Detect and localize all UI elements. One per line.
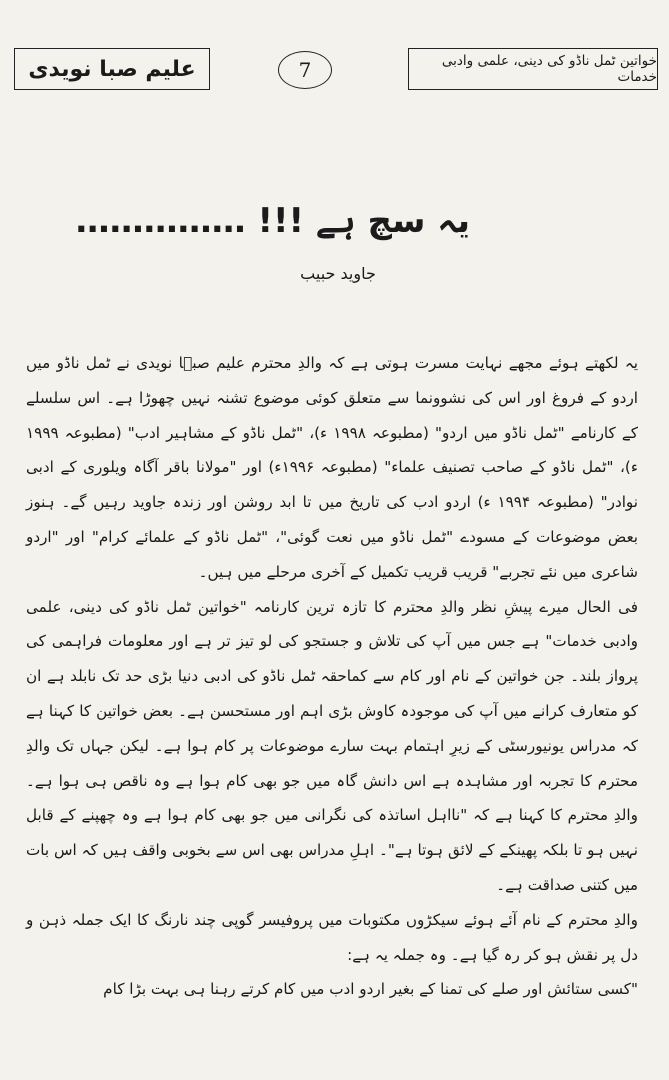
article-body [26, 346, 638, 1007]
quotation: "کسی ستائش اور صلے کی تمنا کے بغیر اردو ادب میں کام کرتے رہنا ہی بہت بڑا کام [103, 980, 638, 999]
article-title: یہ سچ ہے !!! …………… [75, 201, 470, 241]
page-number: 7 [278, 51, 332, 89]
paragraph: والدِ محترم کے نام آئے ہوئے سیکڑوں مکتوبات میں پروفیسر گوپی چند نارنگ کا ایک جملہ ذہن و دل پر نقش ہو کر رہ گیا ہے۔ وہ جملہ یہ ہے: [26, 910, 638, 964]
running-head-author: علیم صبا نویدی [14, 48, 210, 90]
paragraph: فی الحال میرے پیشِ نظر والدِ محترم کا تازہ ترین کارنامہ "خواتین ٹمل ناڈو کی دینی، علمی وادبی خدمات" ہے جس میں آپ کی تلاش و جستجو کی لو تیز تر ہے اور معلومات فراہمی کی پرواز بلند۔ جن خواتین کے نام اور کام سے کماحقہ ٹمل ناڈو کی ادبی دنیا بڑی حد تک نابلد ہے ان کو متعارف کرانے میں آپ کی موجودہ کاوش بڑی اہم اور مستحسن ہے۔ بعض خواتین کا کہنا ہے کہ مدراس یونیورسٹی کے زیرِ اہتمام بہت سارے موضوعات پر کام ہوا ہے۔ لیکن جہاں تک والدِ محترم کا تجربہ اور مشاہدہ ہے اس دانش گاہ میں جو بھی کام ہوا ہے وہ ناقص ہی ہوا ہے۔ والدِ محترم کا کہنا ہے کہ "نااہل اساتذہ کی نگرانی میں جو بھی کام ہوا ہے وہ چھپنے کے قابل نہیں ہو تا بلکہ پھینکے کے لائق ہوتا ہے"۔ اہلِ مدراس بھی اس سے بخوبی واقف ہیں کہ اس بات میں کتنی صداقت ہے۔ [26, 597, 638, 894]
running-head-book-title: خواتین ٹمل ناڈو کی دینی، علمی وادبی خدمات [408, 48, 658, 90]
article-author: جاوید حبیب [300, 264, 376, 283]
paragraph: یہ لکھتے ہوئے مجھے نہایت مسرت ہوتی ہے کہ والدِ محترم علیم صبؔا نویدی نے ٹمل ناڈو میں اردو کے فروغ اور اس کی نشوونما سے متعلق کوئی موضوع تشنہ نہیں چھوڑا ہے۔ اس سلسلے کے کارنامے "ٹمل ناڈو میں اردو" (مطبوعہ ۱۹۹۸ ء)، "ٹمل ناڈو کے مشاہیر ادب" (مطبوعہ ۱۹۹۹ ء)، "ٹمل ناڈو کے صاحب تصنیف علماء" (مطبوعہ ۱۹۹۶ء) اور "مولانا باقر آگاہ ویلوری کے ادبی نوادر" (مطبوعہ ۱۹۹۴ ء) اردو ادب کی تاریخ میں تا ابد روشن اور زندہ جاوید رہیں گے۔ ہنوز بعض موضوعات کے مسودے "ٹمل ناڈو میں نعت گوئی"، "ٹمل ناڈو کے علمائے کرام" اور "اردو شاعری میں نئے تجربے" قریب قریب تکمیل کے آخری مرحلے میں ہیں۔ [26, 354, 638, 581]
